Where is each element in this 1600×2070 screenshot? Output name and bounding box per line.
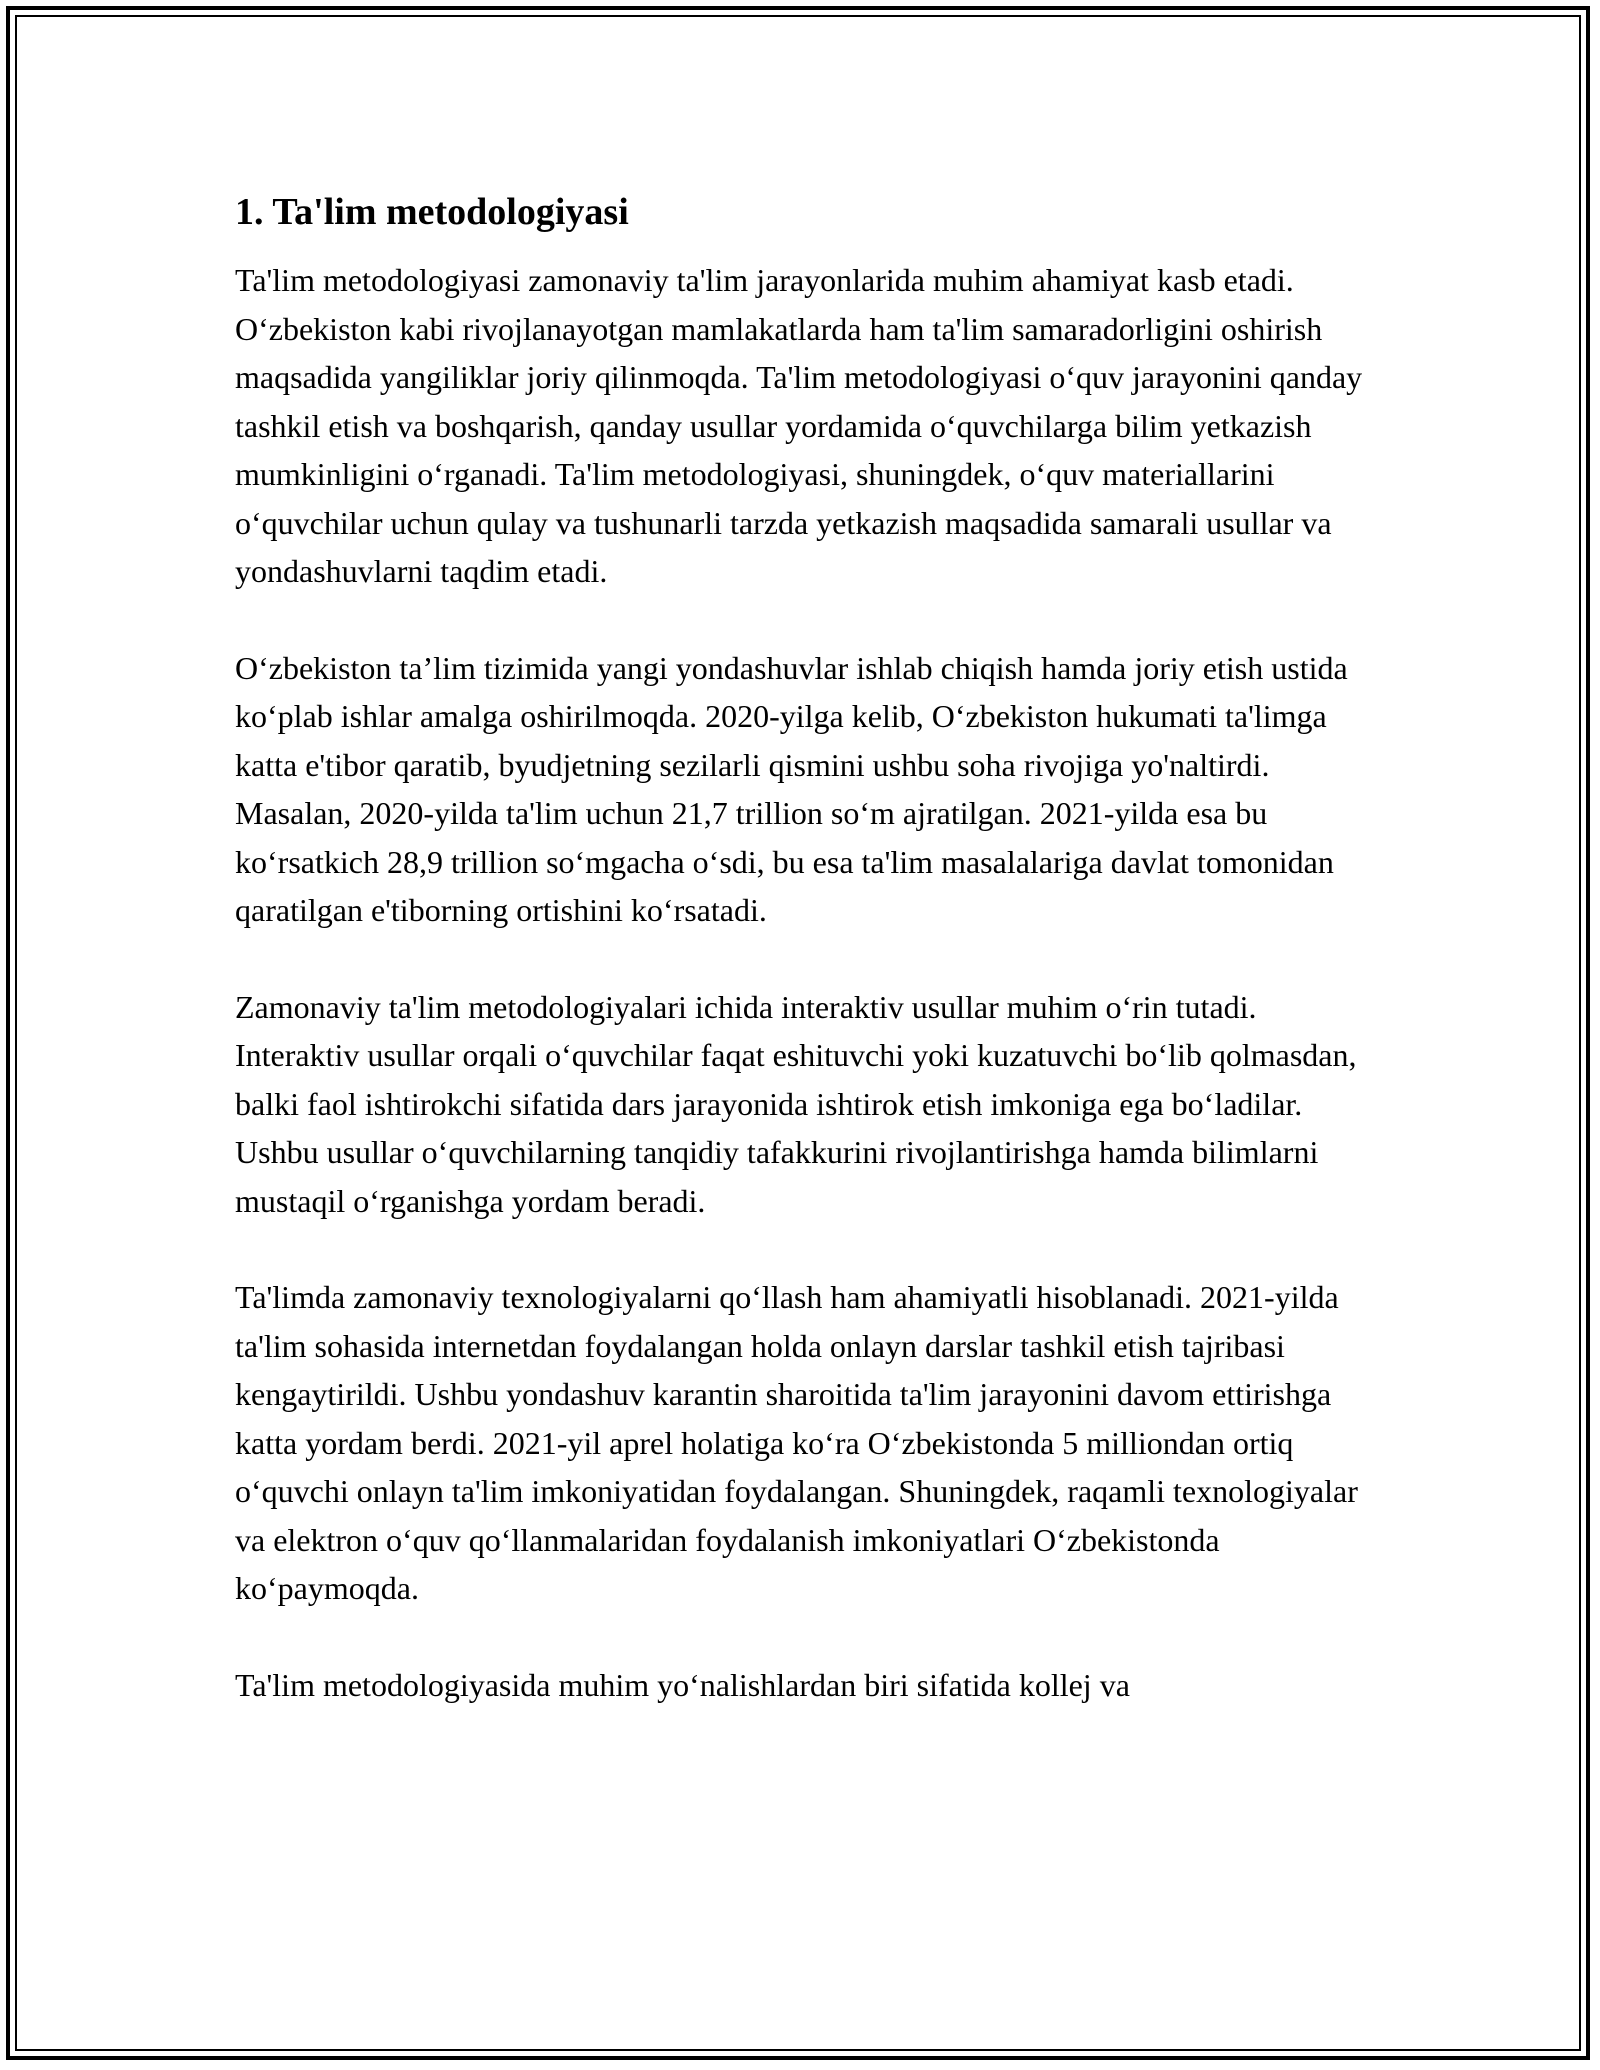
paragraph-continued: Ta'lim metodologiyasida muhim yo‘nalishlardan biri sifatida kollej va <box>235 1666 1130 1703</box>
section-heading: 1. Ta'lim metodologiyasi <box>235 191 629 233</box>
paragraph-interactive-methods: Zamonaviy ta'lim metodologiyalari ichida interaktiv usullar muhim o‘rin tutadi. Interaktiv usullar orqali o‘quvchilar faqat eshituvchi yoki kuzatuvchi bo‘lib qolmasdan, balki faol ishtirokchi sifatida dars jarayonida ishtirok etish imkoniga ega bo‘ladilar. Ushbu usullar o‘quvchilarning tanqidiy tafakkurini rivojlantirishga hamda bilimlarni mustaqil o‘rganishga yordam beradi. <box>235 988 1357 1219</box>
page-content <box>235 186 1370 1757</box>
paragraph-technology: Ta'limda zamonaviy texnologiyalarni qo‘llash ham ahamiyatli hisoblanadi. 2021-yilda ta'lim sohasida internetdan foydalangan holda onlayn darslar tashkil etish tajribasi kengaytirildi. Ushbu yondashuv karantin sharoitida ta'lim jarayonini davom ettirishga katta yordam berdi. 2021-yil aprel holatiga ko‘ra O‘zbekistonda 5 milliondan ortiq o‘quvchi onlayn ta'lim imkoniyatidan foydalangan. Shuningdek, raqamli texnologiyalar va elektron o‘quv qo‘llanmalaridan foydalanish imkoniyatlari O‘zbekistonda ko‘paymoqda. <box>235 1279 1358 1606</box>
paragraph-intro: Ta'lim metodologiyasi zamonaviy ta'lim jarayonlarida muhim ahamiyat kasb etadi. O‘zbekiston kabi rivojlanayotgan mamlakatlarda ham ta'lim samaradorligini oshirish maqsadida yangiliklar joriy qilinmoqda. Ta'lim metodologiyasi o‘quv jarayonini qanday tashkil etish va boshqarish, qanday usullar yordamida o‘quvchilarga bilim yetkazish mumkinligini o‘rganadi. Ta'lim metodologiyasi, shuningdek, o‘quv materiallarini o‘quvchilar uchun qulay va tushunarli tarzda yetkazish maqsadida samarali usullar va yondashuvlarni taqdim etadi. <box>235 262 1363 589</box>
paragraph-budget: O‘zbekiston ta’lim tizimida yangi yondashuvlar ishlab chiqish hamda joriy etish ustida ko‘plab ishlar amalga oshirilmoqda. 2020-yilga kelib, O‘zbekiston hukumati ta'limga katta e'tibor qaratib, byudjetning sezilarli qismini ushbu soha rivojiga yo'naltirdi. Masalan, 2020-yilda ta'lim uchun 21,7 trillion so‘m ajratilgan. 2021-yilda esa bu ko‘rsatkich 28,9 trillion so‘mgacha o‘sdi, bu esa ta'lim masalalariga davlat tomonidan qaratilgan e'tiborning ortishini ko‘rsatadi. <box>235 649 1348 928</box>
